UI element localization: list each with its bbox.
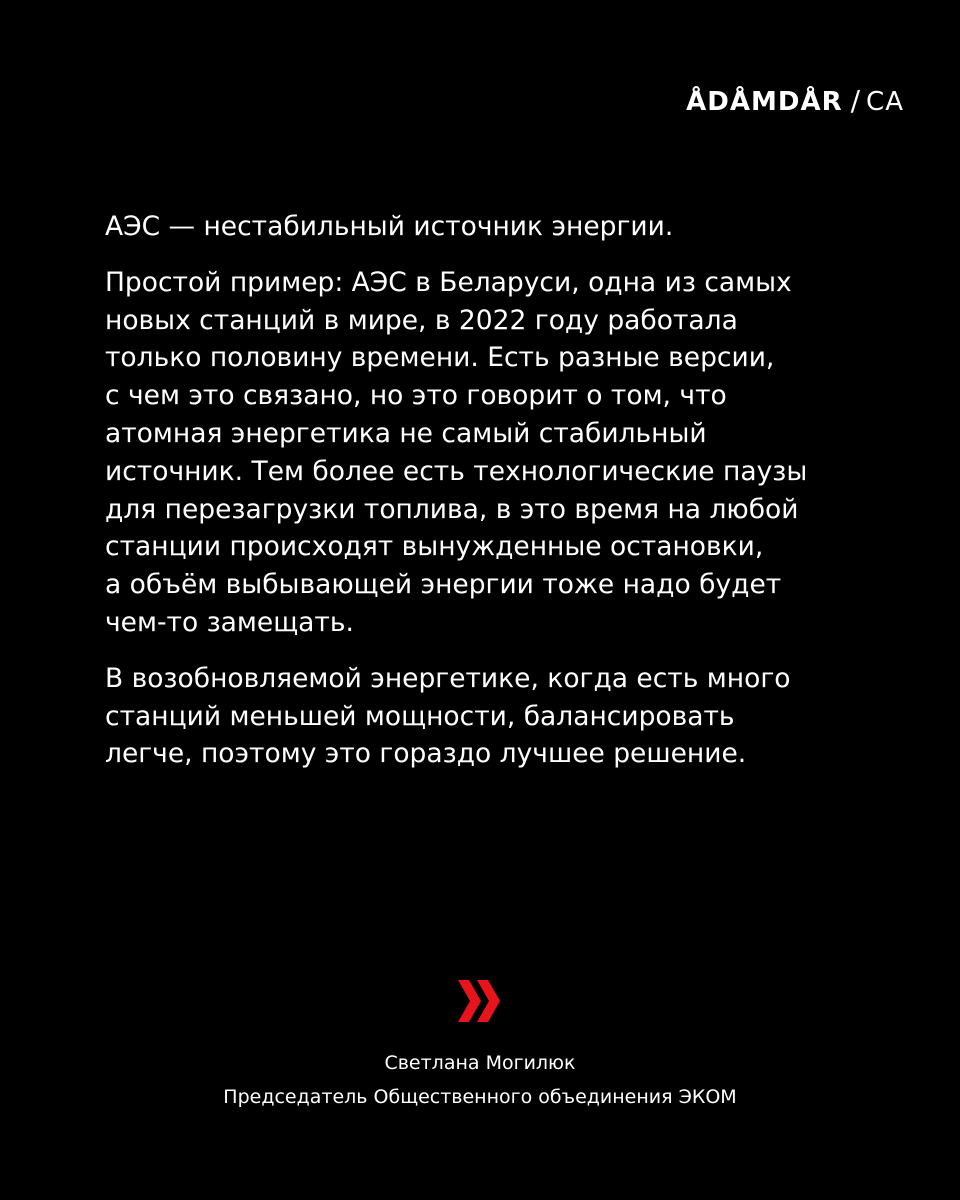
quote-line: для перезагрузки топлива, в это время на любой <box>105 493 799 525</box>
quote-line: В возобновляемой энергетике, когда есть много <box>105 662 791 694</box>
author-title: Председатель Общественного объединения ЭКОМ <box>223 1086 737 1108</box>
quote-line: новых станций в мире, в 2022 году работала <box>105 304 738 336</box>
quote-line: Простой пример: АЭС в Беларуси, одна из самых <box>105 266 792 298</box>
quote-paragraph <box>105 264 885 642</box>
quote-line: станции происходят вынужденные остановки, <box>105 531 764 563</box>
quote-text <box>105 208 885 791</box>
author-block <box>0 1046 960 1114</box>
logo-suffix: CA <box>866 87 904 117</box>
quote-line: атомная энергетика не самый стабильный <box>105 417 707 449</box>
quote-line: станций меньшей мощности, балансировать <box>105 700 735 732</box>
double-chevron-right-icon <box>458 978 502 1024</box>
quote-line: чем-то замещать. <box>105 606 354 638</box>
quote-line: с чем это связано, но это говорит о том, что <box>105 380 727 412</box>
quote-line: источник. Тем более есть технологические паузы <box>105 455 808 487</box>
quote-line: АЭС — нестабильный источник энергии. <box>105 211 674 242</box>
quote-paragraph <box>105 208 885 246</box>
quote-line: только половину времени. Есть разные версии, <box>105 342 775 374</box>
logo-separator: / <box>850 84 861 117</box>
quote-paragraph <box>105 660 885 773</box>
brand-logo <box>686 84 904 117</box>
logo-brand: ÅDÅMDÅR <box>686 87 843 117</box>
quote-line: а объём выбывающей энергии тоже надо будет <box>105 569 782 601</box>
quote-line: легче, поэтому это гораздо лучшее решение. <box>105 738 747 770</box>
author-name: Светлана Могилюк <box>384 1052 576 1074</box>
